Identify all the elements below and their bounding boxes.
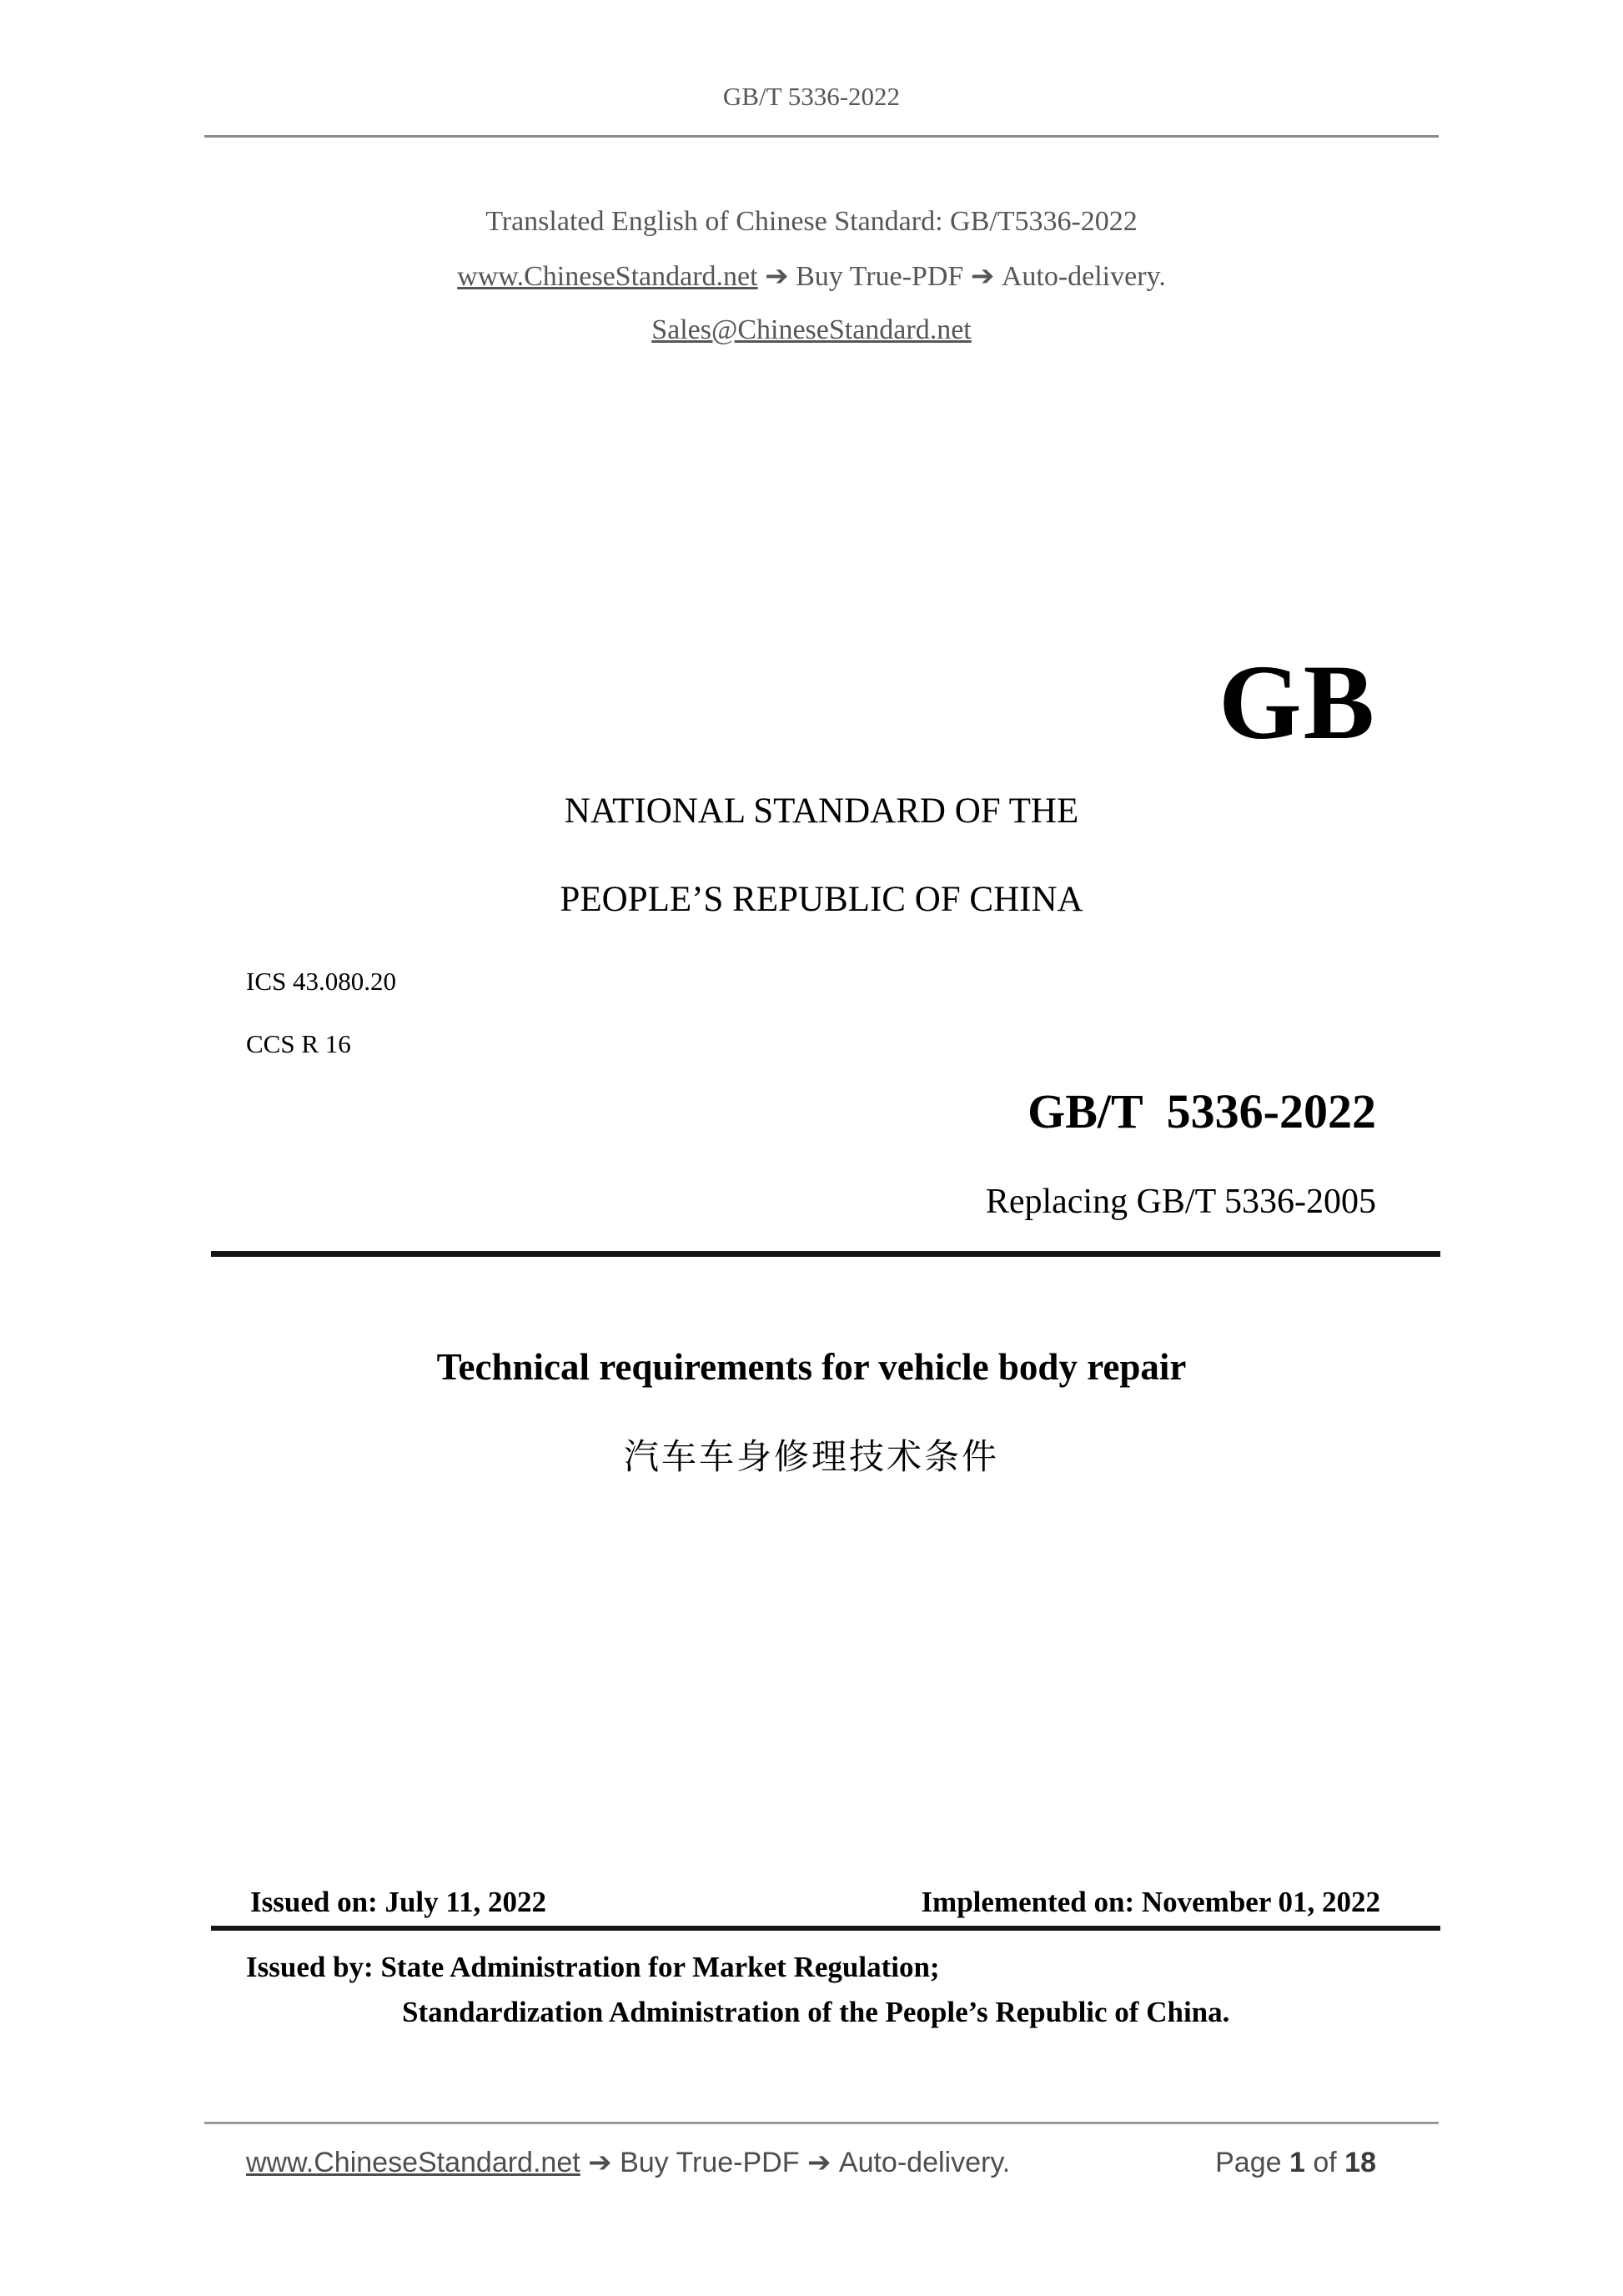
footer-link-line (246, 2145, 1010, 2180)
gb-logo: GB (1219, 643, 1376, 761)
arrow-icon: ➔ (765, 259, 789, 293)
issued-by-line1: Issued by: State Administration for Market Regulation; (246, 1951, 940, 1983)
national-standard-line2: PEOPLE’S REPUBLIC OF CHINA (560, 880, 1083, 919)
footer-buy-text: Buy True-PDF (620, 2147, 800, 2178)
buy-text: Buy True-PDF (796, 261, 964, 292)
spacer (963, 261, 971, 292)
header-doc-number: GB/T 5336-2022 (722, 82, 901, 111)
page-current: 1 (1289, 2147, 1305, 2178)
spacer (612, 2147, 620, 2178)
issued-on-date: Issued on: July 11, 2022 (250, 1886, 546, 1918)
dates-divider (211, 1926, 1440, 1931)
ccs-code: CCS R 16 (246, 1029, 351, 1058)
spacer (994, 261, 1002, 292)
page-total: 18 (1344, 2147, 1376, 2178)
spacer (1305, 2147, 1313, 2178)
implemented-on-date: Implemented on: November 01, 2022 (921, 1886, 1380, 1918)
title-english: Technical requirements for vehicle body repair (436, 1346, 1187, 1388)
spacer (580, 2147, 588, 2178)
footer-site-link[interactable]: www.ChineseStandard.net (246, 2147, 580, 2178)
issued-by-line2: Standardization Administration of the People’s Republic of China. (402, 1996, 1230, 2028)
delivery-text: Auto-delivery. (1001, 261, 1166, 292)
arrow-icon: ➔ (588, 2146, 612, 2179)
standard-code: GB/T 5336-2022 (1028, 1084, 1376, 1138)
spacer (1337, 2147, 1344, 2178)
of-label: of (1313, 2147, 1337, 2178)
page-indicator (1215, 2145, 1376, 2180)
dates-row (250, 1885, 1380, 1920)
email-line (0, 314, 1623, 347)
header-divider (204, 135, 1439, 138)
footer-row (246, 2145, 1376, 2180)
email-link[interactable]: Sales@ChineseStandard.net (651, 314, 972, 345)
replacing-note: Replacing GB/T 5336-2005 (985, 1183, 1376, 1221)
footer-delivery-text: Auto-delivery. (838, 2147, 1011, 2178)
title-chinese: 汽车车身修理技术条件 (623, 1439, 999, 1477)
ics-code: ICS 43.080.20 (246, 967, 396, 996)
masthead-divider (211, 1251, 1440, 1257)
spacer (799, 2147, 806, 2178)
translated-line: Translated English of Chinese Standard: GB/T5336-2022 (485, 206, 1138, 237)
footer-divider (204, 2122, 1439, 2124)
arrow-icon: ➔ (970, 259, 995, 293)
page-label: Page (1215, 2147, 1282, 2178)
arrow-icon: ➔ (806, 2146, 832, 2179)
spacer (758, 261, 766, 292)
spacer (1282, 2147, 1289, 2178)
intro-link-line (0, 259, 1623, 294)
spacer (831, 2147, 838, 2178)
site-link[interactable]: www.ChineseStandard.net (457, 261, 758, 292)
national-standard-line1: NATIONAL STANDARD OF THE (564, 791, 1079, 831)
spacer (789, 261, 796, 292)
